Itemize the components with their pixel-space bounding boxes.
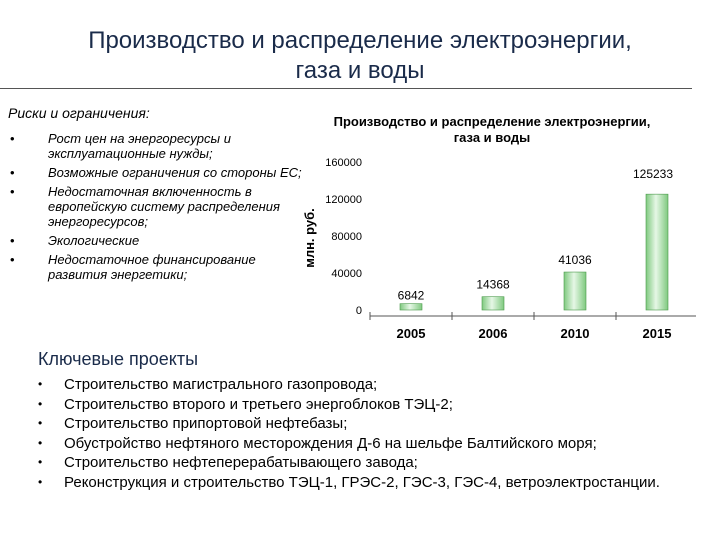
risk-item bbox=[8, 233, 308, 248]
bar-chart bbox=[296, 100, 696, 352]
x-category-label: 2006 bbox=[478, 326, 508, 341]
risk-text: Рост цен на энергоресурсы и эксплуатационные нужды; bbox=[48, 131, 231, 161]
bullet-icon: • bbox=[38, 435, 43, 450]
chart-title-line1: Производство и распределение электроэнергии, bbox=[333, 114, 651, 129]
project-text: Строительство нефтеперерабатывающего завода; bbox=[64, 454, 418, 471]
risk-text: Возможные ограничения со стороны ЕС; bbox=[48, 165, 302, 180]
bullet-icon: • bbox=[10, 233, 15, 248]
y-tick-label: 0 bbox=[355, 305, 362, 317]
bullet-icon: • bbox=[38, 455, 43, 469]
slide-title-line2: газа и воды bbox=[295, 57, 425, 84]
bullet-icon: • bbox=[10, 252, 15, 267]
project-item bbox=[38, 415, 698, 433]
projects-list bbox=[38, 376, 698, 491]
risks-list bbox=[8, 131, 308, 282]
risk-text: Недостаточное финансирование развития энергетики; bbox=[48, 252, 256, 282]
x-category-label: 2010 bbox=[560, 326, 590, 341]
chart-title-line2: газа и воды bbox=[453, 130, 531, 145]
bullet-icon: • bbox=[10, 165, 15, 180]
y-tick-label: 40000 bbox=[331, 268, 362, 280]
x-category-label: 2005 bbox=[396, 326, 426, 341]
slide-title-line1: Производство и распределение электроэнергии, bbox=[88, 27, 632, 54]
bar-data-label: 41036 bbox=[558, 253, 592, 268]
bar bbox=[482, 297, 504, 310]
projects-heading: Ключевые проекты bbox=[38, 349, 199, 369]
y-tick-label: 160000 bbox=[325, 157, 362, 169]
projects-section bbox=[38, 348, 698, 493]
bar-chart-svg bbox=[296, 100, 696, 352]
risk-item bbox=[8, 131, 308, 161]
x-category-label: 2015 bbox=[642, 326, 672, 341]
bar-data-label: 125233 bbox=[632, 167, 674, 182]
project-text: Строительство припортовой нефтебазы; bbox=[64, 415, 348, 432]
bar bbox=[646, 194, 668, 310]
project-text: Строительство второго и третьего энергоблоков ТЭЦ-2; bbox=[64, 395, 453, 413]
y-axis-label: млн. руб. bbox=[302, 208, 317, 268]
risks-heading: Риски и ограничения: bbox=[8, 105, 150, 121]
bullet-icon: • bbox=[38, 377, 43, 391]
bar-data-label: 14368 bbox=[476, 277, 510, 292]
bar-data-label: 6842 bbox=[397, 288, 425, 303]
risk-item bbox=[8, 252, 308, 282]
risks-section bbox=[8, 105, 308, 286]
project-text: Обустройство нефтяного месторождения Д-6 на шельфе Балтийского моря; bbox=[64, 434, 597, 452]
risk-item bbox=[8, 165, 308, 180]
bullet-icon: • bbox=[38, 396, 43, 411]
bullet-icon: • bbox=[10, 131, 15, 146]
project-item bbox=[38, 396, 698, 414]
project-text: Реконструкция и строительство ТЭЦ-1, ГРЭС-2, ГЭС-3, ГЭС-4, ветроэлектростанции. bbox=[64, 473, 660, 491]
slide-title bbox=[40, 26, 680, 86]
bullet-icon: • bbox=[38, 416, 43, 430]
project-item bbox=[38, 474, 698, 492]
bullet-icon: • bbox=[10, 184, 15, 199]
y-tick-label: 120000 bbox=[325, 194, 362, 206]
risk-text: Недостаточная включенность в европейскую систему распределения энергоресурсов; bbox=[48, 184, 280, 229]
project-item bbox=[38, 454, 698, 472]
project-item bbox=[38, 376, 698, 394]
y-tick-label: 80000 bbox=[331, 231, 362, 243]
risk-text: Экологические bbox=[48, 233, 140, 248]
risk-item bbox=[8, 184, 308, 229]
bar bbox=[564, 272, 586, 310]
project-text: Строительство магистрального газопровода; bbox=[64, 376, 378, 393]
bar bbox=[400, 304, 422, 310]
bullet-icon: • bbox=[38, 474, 43, 489]
title-divider bbox=[0, 88, 692, 89]
project-item bbox=[38, 435, 698, 453]
